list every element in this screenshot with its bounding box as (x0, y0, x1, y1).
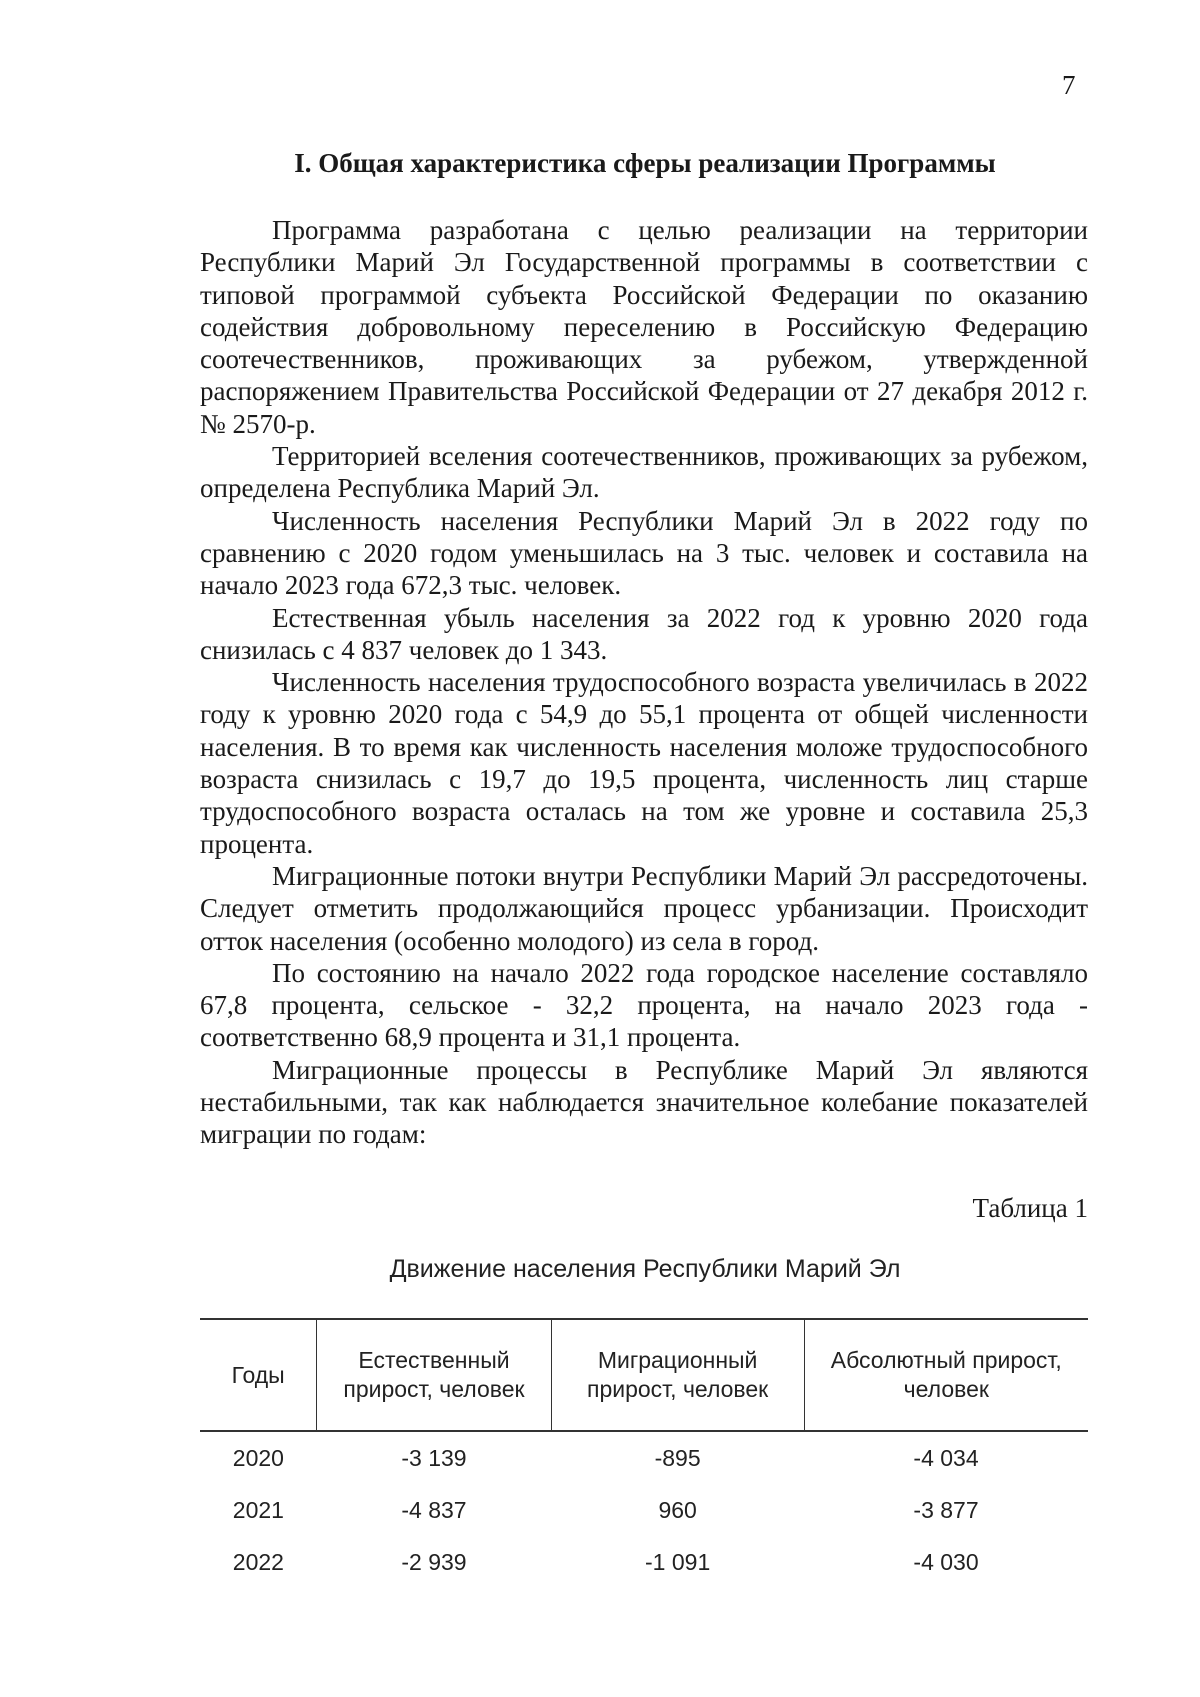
column-header-natural-growth: Естественный прирост, человек (317, 1319, 551, 1431)
table-row (200, 1431, 1088, 1484)
table-body (200, 1431, 1088, 1588)
body-text (200, 214, 1088, 1151)
table-cell-natural-growth: -3 139 (401, 1444, 467, 1471)
column-header-absolute-growth: Абсолютный прирост, человек (804, 1319, 1088, 1431)
population-table (200, 1318, 1088, 1588)
table-row (200, 1484, 1088, 1536)
column-header-migration-growth: Миграционный прирост, человек (551, 1319, 804, 1431)
paragraph: Территорией вселения соотечественников, проживающих за рубежом, определена Республика Марий Эл. (200, 441, 1088, 504)
table-cell-migration-growth: -1 091 (645, 1548, 711, 1575)
paragraph: Программа разработана с целью реализации на территории Республики Марий Эл Государственной программы в соответствии с типовой программой субъекта Российской Федерации по оказанию содействия добровольному переселению в Российскую Федерацию соотечественников, проживающих за рубежом, утвержденной распоряжением Правительства Российской Федерации от 27 декабря 2012 г. № 2570-р. (200, 215, 1088, 439)
table-caption: Движение населения Республики Марий Эл (389, 1255, 901, 1283)
table-cell-absolute-growth: -4 030 (913, 1548, 979, 1575)
table-cell-migration-growth: -895 (654, 1444, 701, 1471)
table-cell-year: 2021 (232, 1496, 284, 1523)
table-cell-natural-growth: -2 939 (401, 1548, 467, 1575)
table-cell-migration-growth: 960 (658, 1496, 697, 1523)
paragraph: По состоянию на начало 2022 года городское население составляло 67,8 процента, сельское - 32,2 процента, на начало 2023 года - соответственно 68,9 процента и 31,1 процента. (200, 957, 1088, 1053)
column-header-years: Годы (200, 1319, 317, 1431)
table-cell-year: 2022 (232, 1548, 284, 1575)
table-cell-absolute-growth: -3 877 (913, 1496, 979, 1523)
table-cell-natural-growth: -4 837 (401, 1496, 467, 1523)
page-number: 7 (1062, 70, 1076, 100)
paragraph: Естественная убыль населения за 2022 год к уровню 2020 года снизилась с 4 837 человек до 1 343. (200, 602, 1088, 665)
paragraph: Миграционные потоки внутри Республики Марий Эл рассредоточены. Следует отметить продолжающийся процесс урбанизации. Происходит отток населения (особенно молодого) из села в город. (200, 860, 1088, 956)
section-heading: I. Общая характеристика сферы реализации Программы (294, 148, 996, 178)
paragraph: Численность населения трудоспособного возраста увеличилась в 2022 году к уровню 2020 года с 54,9 до 55,1 процента от общей численности населения. В то время как численность населения моложе трудоспособного возраста снизилась с 19,7 до 19,5 процента, численность лиц старше трудоспособного возраста осталась на том же уровне и составила 25,3 процента. (200, 667, 1088, 859)
table-row (200, 1536, 1088, 1588)
table-cell-year: 2020 (232, 1444, 284, 1471)
table-label: Таблица 1 (972, 1193, 1088, 1223)
paragraph: Миграционные процессы в Республике Марий Эл являются нестабильными, так как наблюдается значительное колебание показателей миграции по годам: (200, 1054, 1088, 1150)
table-header-row (200, 1319, 1088, 1431)
table-cell-absolute-growth: -4 034 (913, 1444, 979, 1471)
table-header (200, 1319, 1088, 1431)
paragraph: Численность населения Республики Марий Эл в 2022 году по сравнению с 2020 годом уменьшилась на 3 тыс. человек и составила на начало 2023 года 672,3 тыс. человек. (200, 505, 1088, 601)
